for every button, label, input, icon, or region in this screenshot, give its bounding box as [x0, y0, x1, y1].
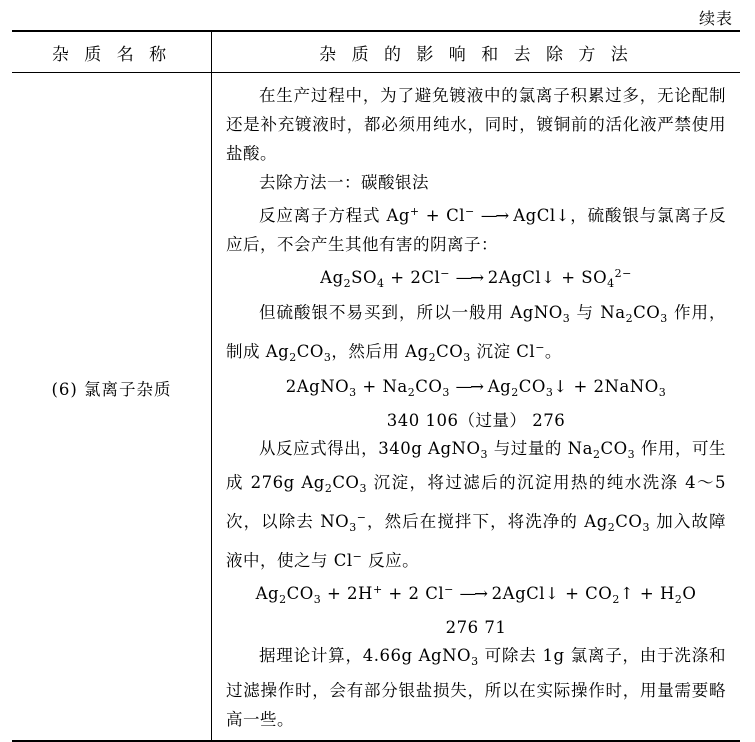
continued-table-label: 续表: [698, 9, 733, 28]
paragraph-ionic-equation-intro: 反应离子方程式 Ag+ + Cl− —→ AgCl↓，硫酸银与氯离子反应后，不会产生其他有害的阴离子：: [226, 205, 727, 255]
impurity-table: [12, 30, 740, 742]
table-row: [12, 73, 740, 740]
cell-impurity-name: [12, 73, 212, 740]
impurity-name-text: (6) 氯离子杂质: [51, 380, 172, 400]
equation-silver-carbonate-chloride: $Ag_2CO_3 + 2H^+ + 2$ Cl− —→ 2AgCl↓ + $CO_2↑ + H_2O$: [255, 583, 697, 607]
equation-silver-nitrate-sodium-carbonate: 2AgNO$_3$ + $Na_2CO_3$ —→ $Ag_2CO_3↓$ + 2NaNO$_3$: [285, 376, 667, 399]
table-header-row: [12, 32, 740, 73]
paragraph-reaction-derivation: 从反应式得出，340g AgNO$_3$ 与过量的 $Na_2CO_3$ 作用，可生成 276g $Ag_2CO_3$ 沉淀，将过滤后的沉淀用热的纯水洗涤 4～5 次，以除去 $NO_3^-$，然后在搅拌下，将洗净的 $Ag_2CO_3$ 加入故障液中，使之与 Cl− 反应。: [226, 438, 727, 571]
paragraph-theoretical-calculation: 据理论计算，4.66g AgNO$_3$ 可除去 1g 氯离子，由于洗涤和过滤操作时，会有部分银盐损失，所以在实际操作时，用量需要略高一些。: [226, 646, 726, 729]
column-header-effect-and-removal: 杂 质 的 影 响 和 去 除 方 法: [319, 44, 633, 65]
paragraph-production-process: 在生产过程中，为了避免镀液中的氯离子积累过多，无论配制还是补充镀液时，都必须用纯水，同时，镀铜前的活化液严禁使用盐酸。: [226, 86, 726, 163]
paragraph-silver-carbonate-prep: 但硫酸银不易买到，所以一般用 AgNO$_3$ 与 $Na_2CO_3$ 作用，制成 $Ag_2CO_3$，然后用 $Ag_2CO_3$ 沉淀 Cl−。: [226, 302, 727, 364]
equation-mass-ratios-1: 340 106（过量） 276: [386, 410, 566, 430]
equation-mass-ratios-2: 276 71: [445, 618, 507, 638]
cell-effect-and-removal: [212, 73, 740, 740]
equation-silver-sulfate: $Ag_2SO_4 + 2Cl^-$ —→ 2AgCl↓ + $SO_4^{2-}$: [320, 267, 632, 290]
column-header-impurity-name: 杂 质 名 称: [12, 32, 212, 72]
paragraph-method-one-title: 去除方法一：碳酸银法: [259, 173, 429, 192]
